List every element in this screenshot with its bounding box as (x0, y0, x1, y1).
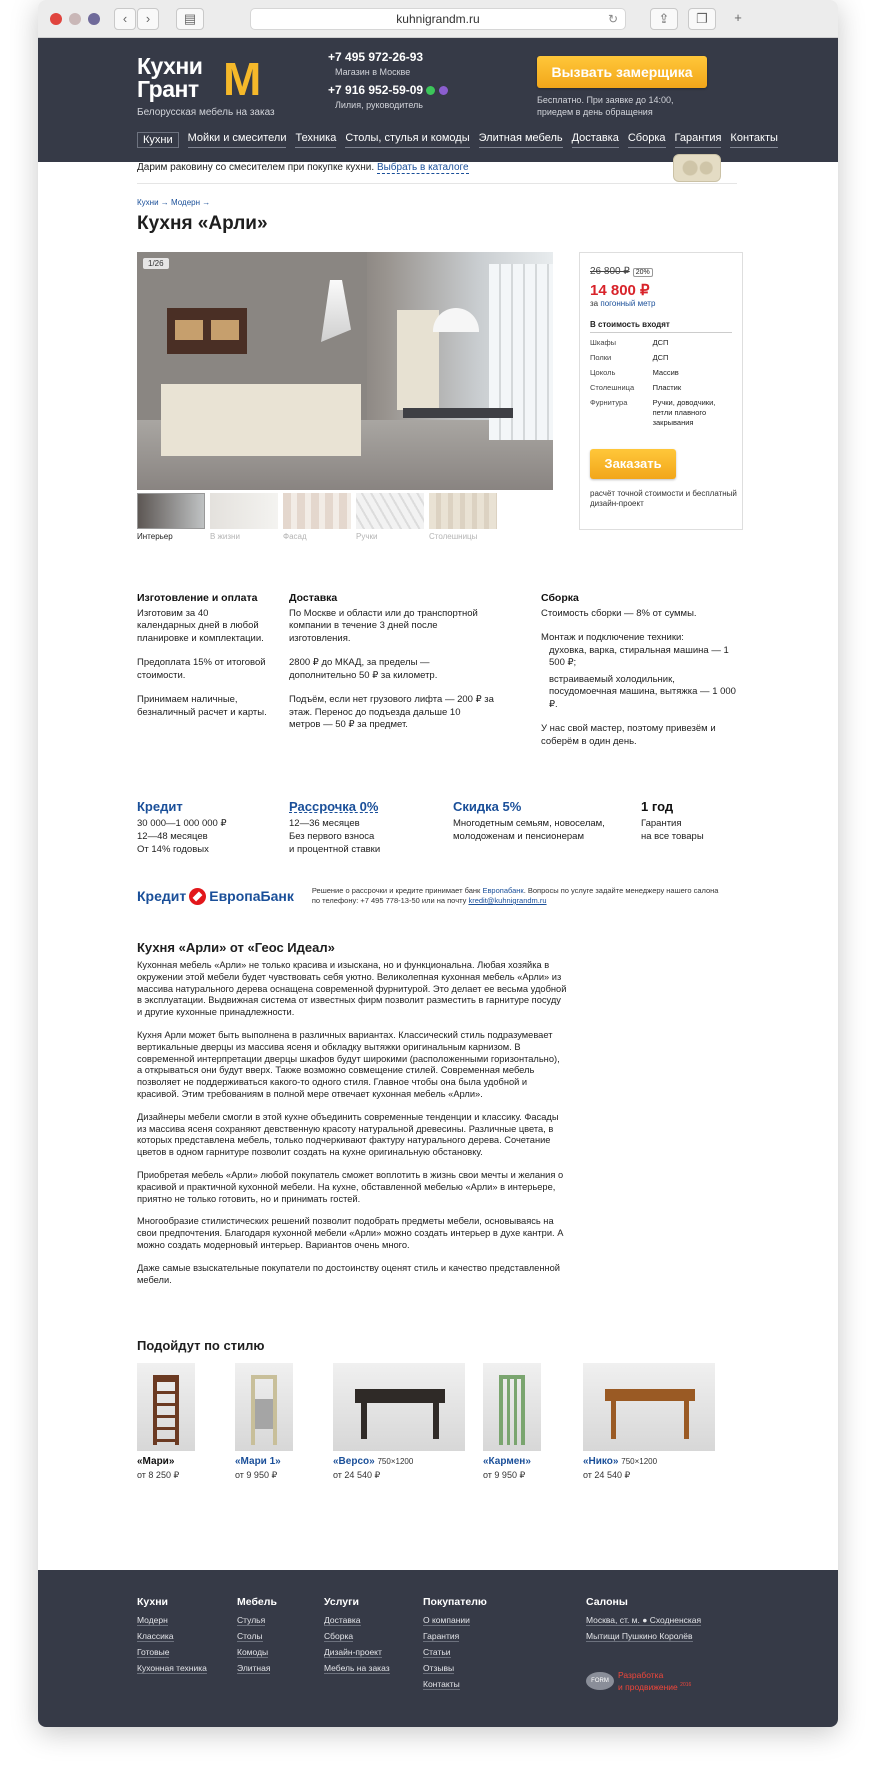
spec-row (590, 398, 732, 428)
developer-text: Разработка (618, 1670, 664, 1680)
article-paragraph: Даже самые взыскательные покупатели по достоинству оценят стиль и качество представленной мебели. (137, 1262, 560, 1285)
footer-link[interactable]: Комоды (237, 1647, 269, 1657)
info-text: По Москве и области или до транспортной компании в течение 3 дней после изготовления. (289, 607, 478, 644)
breadcrumb[interactable]: Кухни → Модерн → (137, 198, 211, 207)
finance-text: 30 000—1 000 000 ₽ (137, 818, 227, 829)
spec-value: Ручки, доводчики, петли плавного закрывания (652, 398, 716, 427)
chair-image[interactable] (235, 1363, 293, 1451)
footer-link[interactable]: Контакты (423, 1679, 460, 1689)
product-name[interactable] (235, 1456, 293, 1467)
footer-link[interactable]: Мебель на заказ (324, 1663, 390, 1673)
thumb-label: Ручки (356, 532, 378, 541)
order-button[interactable]: Заказать (590, 449, 676, 479)
finance-text: Гарантия (641, 818, 682, 829)
info-title: Сборка (541, 592, 579, 604)
footer-link[interactable]: Элитная (237, 1663, 271, 1673)
product-card[interactable] (483, 1363, 541, 1481)
product-name-text: «Версо» (333, 1456, 375, 1467)
browser-toolbar (38, 0, 838, 38)
info-text: Изготовим за 40 календарных дней в любой планировке и комплектации. (137, 607, 264, 644)
table-image[interactable] (333, 1363, 465, 1451)
info-title: Изготовление и оплата (137, 592, 258, 604)
product-name-text: «Мари 1» (235, 1456, 281, 1467)
new-tab-icon[interactable]: + (734, 10, 742, 25)
related-title: Подойдут по стилю (137, 1338, 265, 1353)
table-image[interactable] (583, 1363, 715, 1451)
sink-image (673, 154, 721, 182)
thumbnail-strip (137, 493, 553, 541)
finance-text: молодоженам и пенсионерам (453, 831, 584, 842)
info-title: Доставка (289, 592, 338, 604)
minimize-window-icon[interactable] (69, 13, 81, 25)
cta-note: Бесплатно. При заявке до 14:00, приедем в день обращения (537, 95, 674, 117)
footer-col-title: Салоны (586, 1596, 628, 1608)
footer-link[interactable]: Дизайн-проект (324, 1647, 382, 1657)
main-content (137, 162, 737, 1480)
thumb-interior[interactable] (137, 493, 205, 541)
info-text: Подъём, если нет грузового лифта — 200 ₽ за этаж. Перенос до подъезда дальше 10 метров — 50 ₽ за предмет. (289, 694, 494, 730)
footer-link[interactable]: Готовые (137, 1647, 170, 1657)
address-bar[interactable] (250, 8, 626, 30)
footer-col-kitchens (137, 1596, 207, 1679)
product-name-text: «Кармен» (483, 1456, 531, 1467)
footer-col-salons (586, 1596, 701, 1647)
thumb-label: Фасад (283, 532, 307, 541)
bank-link[interactable]: Европабанк (482, 886, 524, 895)
finance-title[interactable]: Кредит (137, 799, 183, 814)
developer-text: и продвижение (618, 1681, 678, 1692)
bank-email-link[interactable]: kredit@kuhnigrandm.ru (468, 896, 547, 905)
product-price: от 24 540 ₽ (333, 1470, 381, 1480)
finance-title[interactable]: Скидка 5% (453, 799, 522, 814)
browser-window (38, 0, 838, 1727)
footer-col-services (324, 1596, 390, 1679)
old-price: 26 800 ₽ (590, 266, 630, 277)
info-text: У нас свой мастер, поэтому привезём и соберём в один день. (541, 723, 716, 747)
bank-note-text: . Вопросы по услуге задайте менеджеру нашего салона по телефону: +7 495 778-13-50 или на почту (311, 886, 719, 905)
product-card[interactable] (137, 1363, 195, 1481)
bank-logo[interactable] (137, 888, 294, 905)
finance-warranty (641, 800, 737, 843)
article (137, 940, 567, 1297)
spec-value: ДСП (652, 353, 669, 362)
product-price: от 8 250 ₽ (137, 1470, 180, 1480)
footer-link[interactable]: Стулья (237, 1615, 266, 1625)
whatsapp-icon[interactable] (426, 86, 435, 95)
footer-link[interactable]: Статьи (423, 1647, 451, 1657)
bank-name-1: Кредит (137, 888, 187, 904)
footer-col-title: Мебель (237, 1596, 277, 1608)
bank-info (137, 886, 737, 906)
logo-tagline: Белорусская мебель на заказ (137, 107, 275, 118)
nav-item-delivery[interactable]: Доставка (572, 132, 619, 148)
viber-icon[interactable] (439, 86, 448, 95)
article-paragraph: Кухонная мебель «Арли» не только красива и изыскана, но и функциональна. Любая хозяйка в окружении этой мебели будет чувствовать себя уютно. Великолепная кухонная мебель «Арли» из массива натурального дерева оснащена современной фурнитурой. Это делает ее весьма удобной в эксплуатации. Выдвижная система от известных фирм позволит разместить в гарнитуре посуду и другие кухонные принадлежности. (137, 960, 567, 1018)
footer-link[interactable]: Столы (237, 1631, 263, 1641)
current-price: 14 800 ₽ (590, 282, 650, 299)
promo-banner (137, 162, 737, 184)
included-title: В стоимость входят (590, 320, 732, 333)
footer-link[interactable]: Сборка (324, 1631, 354, 1641)
spec-value: Пластик (652, 383, 682, 392)
close-window-icon[interactable] (50, 13, 62, 25)
nav-item-appliances[interactable]: Техника (295, 132, 336, 148)
article-paragraph: Многообразие стилистических решений позволит подобрать предметы мебели, основываясь на свои предпочтения. Благодаря кухонной мебели «Арли» можно создать интерьер в духе кантри. А можно создать модерновый интерьер. Вариантов очень много. (137, 1216, 564, 1250)
product-name-text: «Нико» (583, 1456, 619, 1467)
nav-item-kitchens[interactable]: Кухни (137, 132, 179, 148)
footer-link[interactable]: Модерн (137, 1615, 168, 1625)
footer-link[interactable]: Гарантия (423, 1631, 460, 1641)
finance-text: 12—48 месяцев (137, 831, 208, 842)
site-header (38, 38, 838, 162)
back-icon[interactable]: ‹ (114, 8, 136, 30)
nav-item-tables[interactable]: Столы, стулья и комоды (345, 132, 469, 148)
logo-text-1: Кухни (137, 53, 203, 79)
url-text: kuhnigrandm.ru (396, 12, 480, 26)
footer-link[interactable]: Классика (137, 1631, 174, 1641)
nav-item-assembly[interactable]: Сборка (628, 132, 666, 148)
info-text: духовка, варка, стиральная машина — 1 500 ₽; (549, 644, 729, 668)
product-price: от 9 950 ₽ (235, 1470, 278, 1480)
tabs-icon[interactable]: ❐ (688, 8, 716, 30)
phone-store[interactable]: +7 495 972-26-93 (328, 50, 424, 64)
nav-item-contacts[interactable]: Контакты (730, 132, 778, 148)
footer-col-buyers (423, 1596, 487, 1695)
spec-key: Шкафы (590, 338, 617, 347)
finance-text: Многодетным семьям, новоселам, (453, 818, 605, 829)
product-name[interactable] (333, 1456, 465, 1467)
product-name[interactable] (483, 1456, 541, 1467)
product-price: от 9 950 ₽ (483, 1470, 526, 1480)
spec-key: Столешница (590, 383, 635, 392)
phone-store-note: Магазин в Москве (335, 67, 411, 77)
bank-note-text: Решение о рассрочки и кредите принимает банк (311, 886, 481, 895)
main-product-image[interactable] (137, 252, 553, 490)
thumb-label: Столешницы (429, 532, 478, 541)
thumb-handles[interactable] (356, 493, 424, 541)
finance-text: на все товары (641, 831, 704, 842)
footer-link[interactable]: Доставка (324, 1615, 361, 1625)
finance-text: Без первого взноса (289, 831, 375, 842)
finance-credit (137, 800, 267, 856)
call-measurer-button[interactable]: Вызвать замерщика (537, 56, 707, 88)
finance-title[interactable]: Рассрочка 0% (289, 799, 379, 814)
product-card[interactable] (333, 1363, 465, 1481)
product-price: от 24 540 ₽ (583, 1470, 631, 1480)
finance-discount (453, 800, 623, 843)
bank-ring-icon (189, 888, 206, 905)
price-box (579, 252, 743, 530)
footer-col-title: Кухни (137, 1596, 169, 1608)
product-card[interactable] (583, 1363, 715, 1481)
footer-col-title: Покупателю (423, 1596, 487, 1608)
info-text: Монтаж и подключение техники: (541, 632, 684, 643)
product-size: 750×1200 (621, 1457, 658, 1466)
thumb-in-life[interactable] (210, 493, 278, 541)
nav-item-warranty[interactable]: Гарантия (675, 132, 722, 148)
info-text: встраиваемый холодильник, посудомоечная машина, вытяжка — 1 000 ₽. (549, 673, 736, 710)
spec-row (590, 353, 732, 363)
info-assembly (541, 592, 737, 760)
info-text: 2800 ₽ до МКАД, за пределы — дополнительно 50 ₽ за километр. (289, 657, 438, 681)
sidebar-icon[interactable]: ▤ (176, 8, 204, 30)
footer-link[interactable]: Мытищи Пушкино Королёв (586, 1631, 693, 1641)
logo-mark: М (223, 53, 262, 105)
logo-text-2: Грант (137, 76, 199, 102)
thumb-label: В жизни (210, 532, 240, 541)
bank-note (312, 886, 722, 906)
price-unit-link[interactable]: погонный метр (600, 299, 656, 308)
product-card[interactable] (235, 1363, 293, 1481)
main-nav (137, 132, 787, 148)
nav-item-elite[interactable]: Элитная мебель (479, 132, 563, 148)
thumb-label: Интерьер (137, 532, 173, 541)
order-note: расчёт точной стоимости и бесплатный дизайн-проект (590, 489, 737, 508)
footer-col-furniture (237, 1596, 277, 1679)
spec-row (590, 368, 732, 378)
developer-year: 2016 (680, 1682, 692, 1688)
info-text: Предоплата 15% от итоговой стоимости. (137, 657, 266, 681)
spec-value: ДСП (652, 338, 669, 347)
page-title: Кухня «Арли» (137, 213, 268, 234)
footer-link[interactable]: Отзывы (423, 1663, 455, 1673)
footer-link[interactable]: Кухонная техника (137, 1663, 207, 1673)
forward-icon[interactable]: › (137, 8, 159, 30)
finance-installment (289, 800, 439, 856)
promo-text: Дарим раковину со смесителем при покупке кухни. (137, 162, 375, 173)
thumb-facade[interactable] (283, 493, 351, 541)
bank-name-2: ЕвропаБанк (209, 888, 294, 904)
finance-text: 12—36 месяцев (289, 818, 360, 829)
zoom-window-icon[interactable] (88, 13, 100, 25)
related-products (137, 1338, 737, 1481)
product-name[interactable] (583, 1456, 715, 1467)
chair-image[interactable] (483, 1363, 541, 1451)
info-production (137, 592, 267, 731)
promo-link[interactable]: Выбрать в каталоге (376, 162, 469, 173)
article-paragraph: Кухня Арли может быть выполнена в различных вариантах. Классический стиль подразумевает вертикальные дверцы из массива ясеня и обкладку вытяжки оригинальным карнизом. В современной интерпретации дверцы шкафов будут широкими (расположенными горизонтально), а открываться они будут вверх. Также возможно совмещение стилей. Современная мебель позволяет не поддерживаться какого-то одного стиля. Главное чтобы она была удобной и красивой. Этим требованиям в полной мере отвечает кухонная мебель «Арли». (137, 1029, 560, 1099)
finance-text: От 14% годовых (137, 844, 209, 855)
image-counter: 1/26 (143, 258, 169, 269)
info-delivery (289, 592, 494, 744)
phone-manager[interactable] (328, 83, 448, 97)
footer-link[interactable]: Москва, ст. м. ● Сходненская (586, 1615, 702, 1625)
phone-manager-number: +7 916 952-59-09 (328, 83, 424, 97)
nav-item-sinks[interactable]: Мойки и смесители (188, 132, 287, 148)
product-name-text: «Мари» (137, 1456, 175, 1467)
reload-icon[interactable]: ↻ (607, 12, 618, 26)
developer-credit[interactable] (586, 1670, 691, 1692)
site-logo[interactable] (137, 55, 275, 118)
discount-badge: 20% (633, 268, 653, 277)
price-unit (590, 299, 732, 308)
info-text: Стоимость сборки — 8% от суммы. (541, 607, 697, 619)
finance-text: и процентной ставки (289, 844, 381, 855)
spec-key: Цоколь (590, 368, 616, 377)
product-name[interactable] (137, 1456, 195, 1467)
phone-manager-note: Лилия, руководитель (335, 100, 423, 110)
spec-key: Полки (590, 353, 612, 362)
spec-row (590, 338, 732, 348)
spec-key: Фурнитура (590, 398, 628, 407)
product-gallery (137, 252, 553, 541)
spec-value: Массив (652, 368, 679, 377)
developer-logo: FORM (586, 1672, 614, 1690)
footer-col-title: Услуги (324, 1596, 359, 1608)
site-footer (38, 1570, 838, 1727)
price-unit-prefix: за (590, 299, 599, 308)
product-size: 750×1200 (377, 1457, 414, 1466)
article-paragraph: Приобретая мебель «Арли» любой покупатель сможет воплотить в жизнь свои мечты и желания о красивой и практичной кухонной мебели. На кухне, обставленной мебелью «Арли» в интерьере, приятно не только готовить, но и принимать гостей. (137, 1169, 564, 1204)
article-paragraph: Дизайнеры мебели смогли в этой кухне объединить современные тенденции и классику. Фасады из массива ясеня сохраняют девственную красоту натуральной древесины. Различные цвета, в которых представлена мебель, только подчеркивают фактуру натурального дерева. Сочетание цветов в одном гарнитуре позволит создать на кухне оригинальную обстановку. (137, 1111, 559, 1158)
share-icon[interactable]: ⇪ (650, 8, 678, 30)
thumb-countertops[interactable] (429, 493, 497, 541)
article-title: Кухня «Арли» от «Геос Идеал» (137, 940, 335, 955)
finance-title: 1 год (641, 799, 674, 814)
info-text: Принимаем наличные, безналичный расчет и карты. (137, 694, 267, 718)
chair-image[interactable] (137, 1363, 195, 1451)
footer-link[interactable]: О компании (423, 1615, 470, 1625)
spec-row (590, 383, 732, 393)
